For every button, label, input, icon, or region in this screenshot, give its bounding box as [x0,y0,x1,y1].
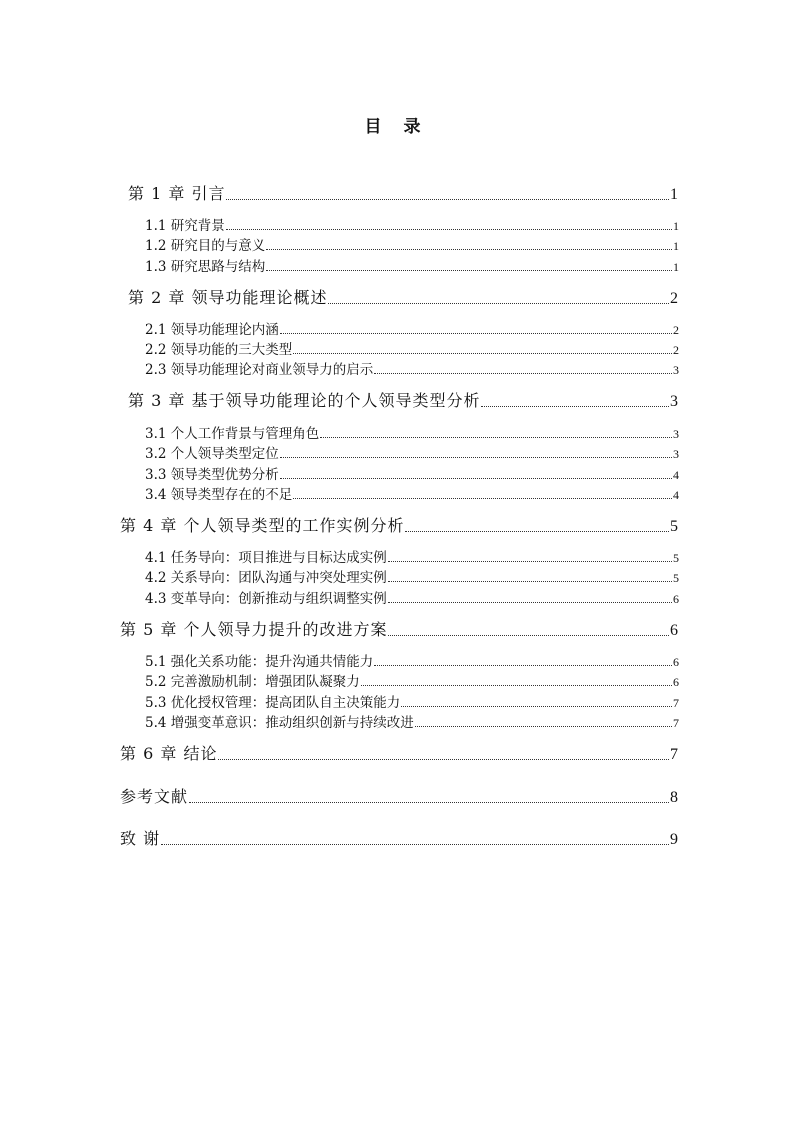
toc-page-number: 2 [673,343,679,357]
dot-leader [388,580,672,582]
toc-entry-label: 5.3 优化授权管理：提高团队自主决策能力 [145,695,401,711]
toc-entry-label: 4.1 任务导向：项目推进与目标达成实例 [145,550,387,566]
toc-page-number: 4 [673,488,679,502]
dot-leader [328,302,669,304]
toc-entry-label: 第 4 章 个人领导类型的工作实例分析 [120,516,405,535]
toc-entry-label: 2.3 领导功能理论对商业领导力的启示 [145,362,374,378]
dot-leader [218,758,669,760]
dot-leader [388,560,672,562]
toc-page-number: 1 [673,239,679,253]
toc-entry-label: 1.2 研究目的与意义 [145,238,266,254]
toc-entry-label: 5.1 强化关系功能：提升沟通共情能力 [145,654,374,670]
toc-section-entry [145,546,679,566]
dot-leader [293,352,672,354]
toc-section-entry [145,358,679,378]
toc-entry-label: 1.1 研究背景 [145,218,225,234]
toc-section-entry [145,463,679,483]
dot-leader [481,405,669,407]
dot-leader [415,725,672,727]
toc-page-number: 6 [673,592,679,606]
toc-section-entry [145,255,679,275]
dot-leader [401,705,672,707]
dot-leader [388,634,669,636]
toc-page-number: 6 [673,655,679,669]
toc-chapter-entry [120,617,679,640]
toc-page-number: 7 [673,696,679,710]
toc-chapter-entry [120,826,679,849]
toc-page-number: 7 [670,746,679,763]
toc-entry-label: 第 6 章 结论 [120,744,218,763]
toc-entry-label: 5.2 完善激励机制：增强团队凝聚力 [145,674,360,690]
toc-chapter-entry [120,784,679,807]
toc-chapter-entry [120,741,679,764]
toc-entry-label: 致 谢 [120,829,161,848]
dot-leader [266,269,672,271]
toc-page-number: 5 [673,571,679,585]
toc-page-number: 1 [673,219,679,233]
dot-leader [374,372,672,374]
toc-section-entry [145,587,679,607]
toc-entry-label: 第 5 章 个人领导力提升的改进方案 [120,620,388,639]
toc-page-number: 7 [673,716,679,730]
toc-section-entry [145,670,679,690]
dot-leader [266,248,672,250]
toc-section-entry [145,442,679,462]
toc-chapter-entry [128,181,679,204]
toc-entry-label: 3.1 个人工作背景与管理角色 [145,426,320,442]
toc-page-number: 4 [673,468,679,482]
toc-section-entry [145,214,679,234]
toc-entry-label: 5.4 增强变革意识：推动组织创新与持续改进 [145,715,414,731]
toc-entry-label: 3.3 领导类型优势分析 [145,467,279,483]
dot-leader [361,684,672,686]
dot-leader [320,436,672,438]
toc-chapter-entry [128,388,679,411]
toc-page-number: 3 [673,363,679,377]
toc-page-number: 2 [670,290,679,307]
toc-entry-label: 1.3 研究思路与结构 [145,259,266,275]
dot-leader [280,477,672,479]
dot-leader [226,198,669,200]
toc-entry-label: 3.4 领导类型存在的不足 [145,487,293,503]
toc-page-number: 5 [673,551,679,565]
toc-section-entry [145,338,679,358]
dot-leader [405,530,669,532]
toc-page-number: 6 [673,675,679,689]
dot-leader [189,801,669,803]
toc-entry-label: 3.2 个人领导类型定位 [145,446,279,462]
toc-chapter-entry [128,285,679,308]
toc-page-number: 2 [673,323,679,337]
dot-leader [293,497,672,499]
toc-section-entry [145,566,679,586]
dot-leader [388,601,672,603]
toc-title: 目 录 [364,117,429,137]
toc-page-number: 8 [670,789,679,806]
dot-leader [280,332,672,334]
toc-section-entry [145,711,679,731]
dot-leader [226,228,672,230]
dot-leader [161,843,669,845]
toc-entry-label: 第 3 章 基于领导功能理论的个人领导类型分析 [128,391,481,410]
toc-page-number: 1 [673,260,679,274]
toc-chapter-entry [120,513,679,536]
toc-entry-label: 第 2 章 领导功能理论概述 [128,288,328,307]
toc-page-number: 9 [670,831,679,848]
toc-page-number: 6 [670,622,679,639]
toc-page-number: 3 [670,393,679,410]
toc-entry-label: 4.2 关系导向：团队沟通与冲突处理实例 [145,570,387,586]
toc-page-number: 5 [670,518,679,535]
toc-page-number: 3 [673,427,679,441]
toc-page-number: 3 [673,447,679,461]
toc-section-entry [145,234,679,254]
toc-section-entry [145,691,679,711]
toc-section-entry [145,422,679,442]
toc-entry-label: 4.3 变革导向：创新推动与组织调整实例 [145,591,387,607]
toc-section-entry [145,483,679,503]
toc-entry-label: 2.1 领导功能理论内涵 [145,322,279,338]
toc-entry-label: 参考文献 [120,787,189,806]
toc-section-entry [145,650,679,670]
toc-entry-label: 第 1 章 引言 [128,184,226,203]
dot-leader [280,456,672,458]
toc-section-entry [145,318,679,338]
toc-page-number: 1 [670,186,679,203]
dot-leader [374,664,672,666]
toc-entry-label: 2.2 领导功能的三大类型 [145,342,293,358]
